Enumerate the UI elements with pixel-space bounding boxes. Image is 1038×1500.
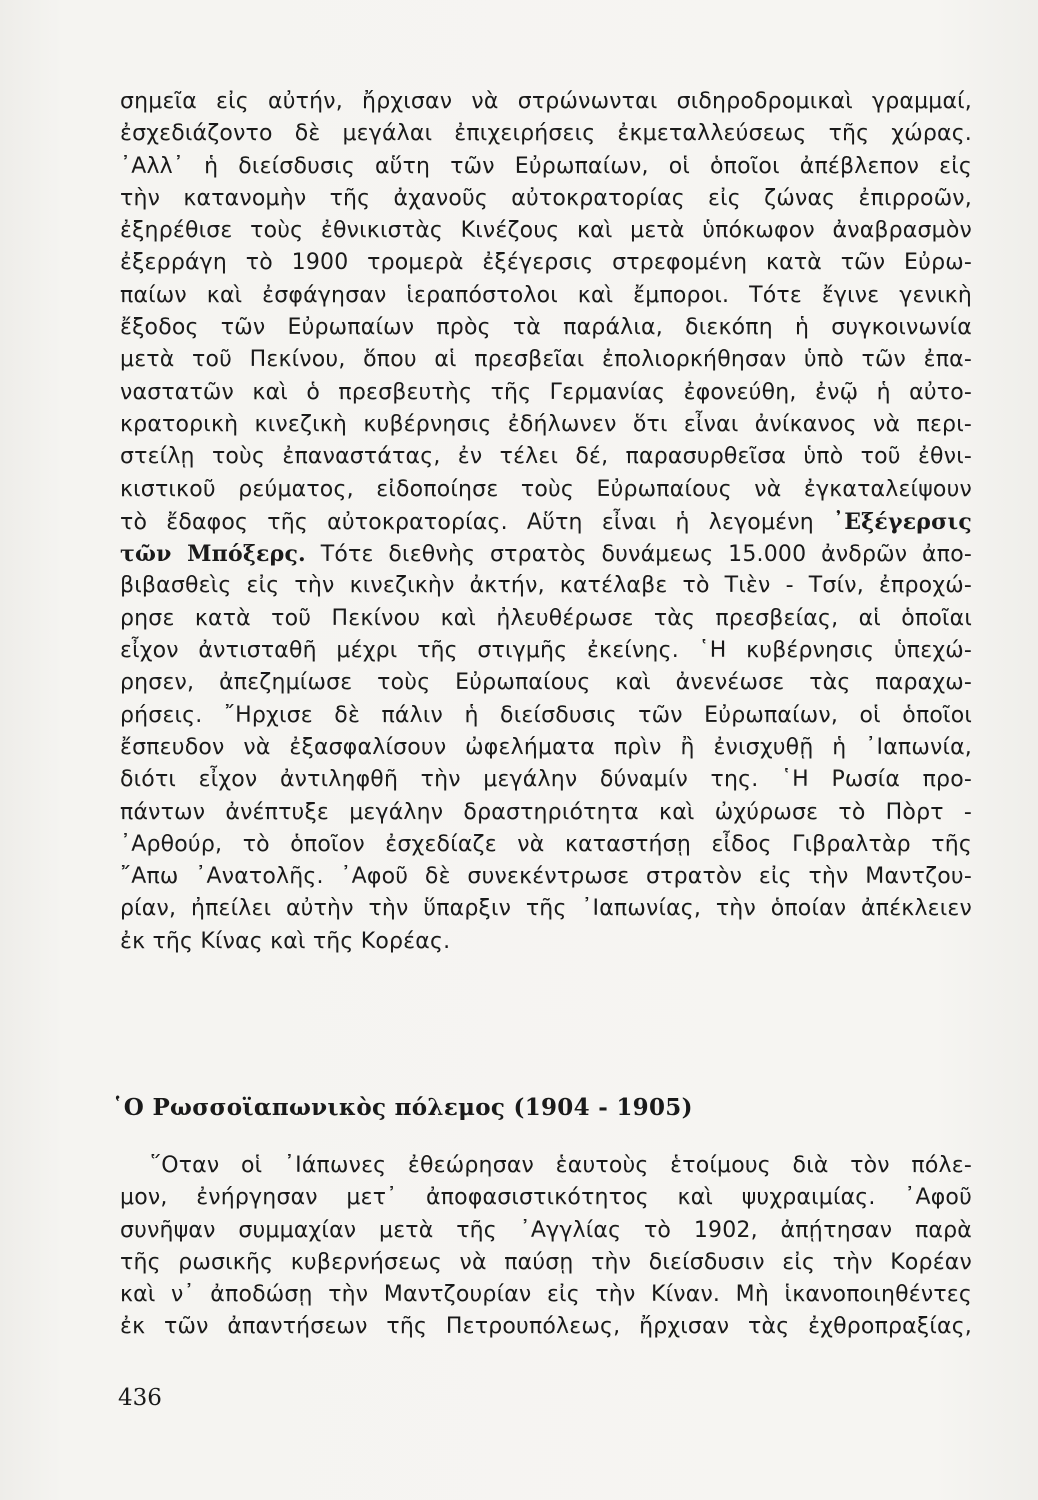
text-line: ρησεν, ἀπεζημίωσε τοὺς Εὐρωπαίους καὶ ἀνενέωσε τὰς παραχω- (120, 670, 972, 696)
boxer-term-part2: τῶν Μπόξερς. (120, 541, 306, 568)
text-line: κιστικοῦ ρεύματος, εἰδοποίησε τοὺς Εὐρωπαίους νὰ ἐγκαταλείψουν (120, 476, 972, 502)
text-line: ῞Οταν οἱ ᾿Ιάπωνες ἐθεώρησαν ἑαυτοὺς ἑτοίμους διὰ τὸν πόλε- (150, 1153, 972, 1178)
text-line: ρίαν, ἠπείλει αὐτὴν τὴν ὕπαρξιν τῆς ᾿Ιαπωνίας, τὴν ὁποίαν ἀπέκλειεν (120, 896, 972, 922)
main-paragraph (120, 86, 972, 958)
text-line: μετὰ τοῦ Πεκίνου, ὅπου αἱ πρεσβεῖαι ἐπολιορκήθησαν ὑπὸ τῶν ἐπα- (120, 347, 972, 373)
text-segment: τὸ ἔδαφος τῆς αὐτοκρατορίας. Αὕτη εἶναι ἡ λεγομένη (120, 509, 814, 535)
text-line: στείλῃ τοὺς ἐπαναστάτας, ἐν τέλει δέ, παρασυρθεῖσα ὑπὸ τοῦ ἐθνι- (120, 444, 972, 470)
text-line: σημεῖα εἰς αὐτήν, ἤρχισαν νὰ στρώνωνται σιδηροδρομικαὶ γραμμαί, (120, 89, 972, 114)
text-line: ἐξηρέθισε τοὺς ἐθνικιστὰς Κινέζους καὶ μετὰ ὑπόκωφον ἀναβρασμὸν (120, 218, 972, 244)
text-line: κρατορικὴ κινεζικὴ κυβέρνησις ἐδήλωνεν ὅτι εἶναι ἀνίκανος νὰ περι- (120, 411, 972, 437)
text-line: παίων καὶ ἐσφάγησαν ἱεραπόστολοι καὶ ἔμποροι. Τότε ἔγινε γενικὴ (120, 282, 972, 308)
text-line: ἐξερράγη τὸ 1900 τρομερὰ ἐξέγερσις στρεφομένη κατὰ τῶν Εὐρω- (120, 250, 972, 276)
text-line: τὴν κατανομὴν τῆς ἀχανοῦς αὐτοκρατορίας εἰς ζώνας ἐπιρροῶν, (120, 185, 972, 211)
text-line-with-term (120, 538, 972, 570)
text-line: καὶ ν᾿ ἀποδώσῃ τὴν Μαντζουρίαν εἰς τὴν Κίναν. Μὴ ἱκανοποιηθέντες (120, 1282, 972, 1308)
text-line: πάντων ἀνέπτυξε μεγάλην δραστηριότητα καὶ ὠχύρωσε τὸ Πὸρτ - (120, 799, 972, 825)
text-line: τῆς ρωσικῆς κυβερνήσεως νὰ παύσῃ τὴν διείσδυσιν εἰς τὴν Κορέαν (120, 1249, 972, 1275)
text-line: συνῆψαν συμμαχίαν μετὰ τῆς ᾿Αγγλίας τὸ 1902, ἀπῄτησαν παρὰ (120, 1217, 972, 1243)
text-line: ἐκ τῶν ἀπαντήσεων τῆς Πετρουπόλεως, ἤρχισαν τὰς ἐχθροπραξίας, (120, 1314, 972, 1340)
boxer-term-part1: ᾿Εξέγερσις (833, 508, 972, 535)
text-line: ἔσπευδον νὰ ἐξασφαλίσουν ὠφελήματα πρὶν ἢ ἐνισχυθῇ ἡ ᾿Ιαπωνία, (120, 734, 972, 760)
text-line: ἔξοδος τῶν Εὐρωπαίων πρὸς τὰ παράλια, διεκόπη ἡ συγκοινωνία (120, 315, 972, 341)
text-line: ἐσχεδιάζοντο δὲ μεγάλαι ἐπιχειρήσεις ἐκμεταλλεύσεως τῆς χώρας. (120, 121, 972, 147)
text-line: ῎Απω ᾿Ανατολῆς. ᾿Αφοῦ δὲ συνεκέντρωσε στρατὸν εἰς τὴν Μαντζου- (120, 864, 972, 890)
page-number: 436 (118, 1385, 162, 1411)
text-line: διότι εἶχον ἀντιληφθῆ τὴν μεγάλην δύναμίν της. ῾Η Ρωσία προ- (120, 767, 972, 793)
text-line: βιβασθεὶς εἰς τὴν κινεζικὴν ἀκτήν, κατέλαβε τὸ Τιὲν - Τσίν, ἐπροχώ- (120, 573, 972, 599)
section-heading: ῾Ο Ρωσσοϊαπωνικὸς πόλεμος (1904 - 1905) (112, 1094, 693, 1121)
text-line: μον, ἐνήργησαν μετ᾿ ἀποφασιστικότητος καὶ ψυχραιμίας. ᾿Αφοῦ (120, 1185, 972, 1211)
text-line: ἐκ τῆς Κίνας καὶ τῆς Κορέας. (120, 928, 451, 954)
text-line: ναστατῶν καὶ ὁ πρεσβευτὴς τῆς Γερμανίας ἐφονεύθη, ἐνῷ ἡ αὐτο- (120, 379, 972, 405)
text-line-with-term (120, 506, 972, 538)
text-line: ρήσεις. ῎Ηρχισε δὲ πάλιν ἡ διείσδυσις τῶν Εὐρωπαίων, οἱ ὁποῖοι (120, 702, 972, 728)
text-line: ᾿Αλλ᾿ ἡ διείσδυσις αὕτη τῶν Εὐρωπαίων, οἱ ὁποῖοι ἀπέβλεπον εἰς (120, 153, 972, 179)
text-line: ρησε κατὰ τοῦ Πεκίνου καὶ ἠλευθέρωσε τὰς πρεσβείας, αἱ ὁποῖαι (120, 605, 972, 631)
section-paragraph (120, 1150, 972, 1344)
text-line: εἶχον ἀντισταθῆ μέχρι τῆς στιγμῆς ἐκείνης. ῾Η κυβέρνησις ὑπεχώ- (120, 638, 972, 664)
text-line: ᾿Αρθούρ, τὸ ὁποῖον ἐσχεδίαζε νὰ καταστήσῃ εἶδος Γιβραλτὰρ τῆς (120, 831, 972, 857)
text-segment: Τότε διεθνὴς στρατὸς δυνάμεως 15.000 ἀνδρῶν ἀπο- (320, 542, 972, 568)
